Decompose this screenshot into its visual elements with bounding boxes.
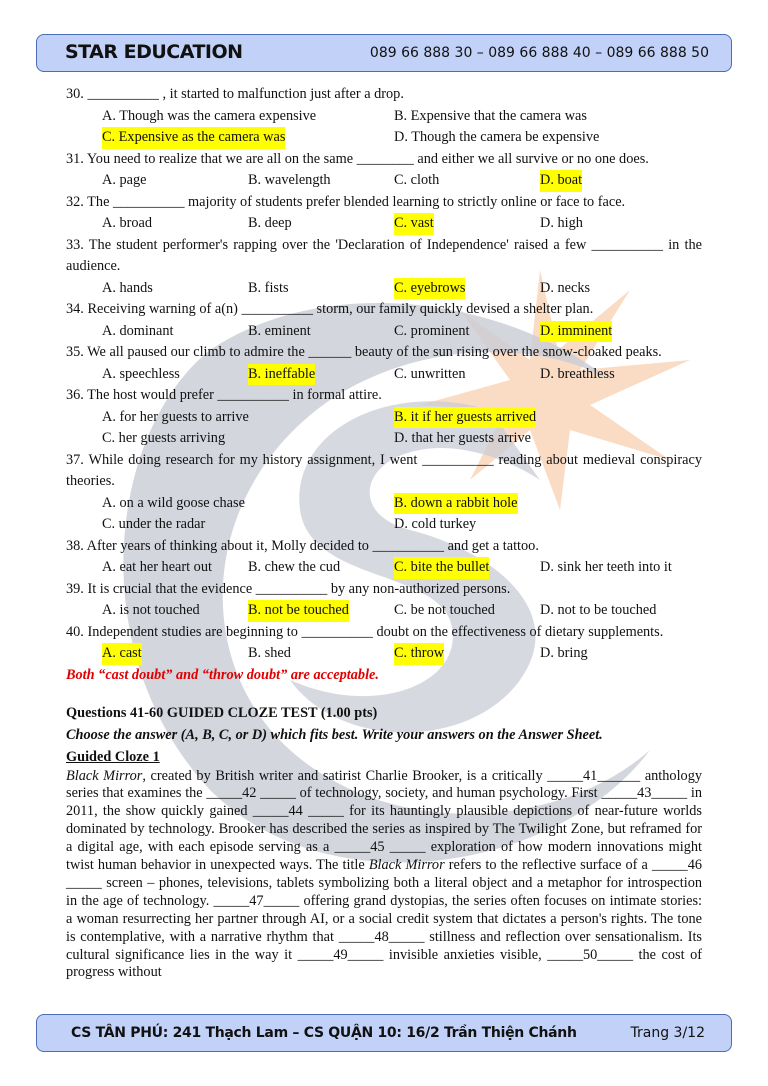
passage-text: , created by British writer and satirist Charlie Brooker, is a critically _____41______ anthology series that examines the _____42 _____ of technology, society, and human psychology. First _____43_____ in 2011, the show quickly gained _____44 _____ for its hauntingly plausible depictions of near-future worlds dominated by technology. Brooker has described the series as inspired by The Twilight Zone, but reframed for a digital age, with each episode serving as a _____45 _____ exploration of how modern innovations might twist human behavior in unexpected ways. The title bbox=[66, 767, 702, 874]
answer-option-highlighted: B. not be touched bbox=[248, 600, 349, 622]
page-number: Trang 3/12 bbox=[630, 1025, 705, 1041]
answer-option-highlighted: C. eyebrows bbox=[394, 278, 465, 300]
answer-option: D. Though the camera be expensive bbox=[394, 129, 600, 145]
answer-option: A. speechless bbox=[102, 365, 180, 382]
option-row bbox=[66, 321, 702, 343]
option-row bbox=[66, 557, 702, 579]
answer-option: C. be not touched bbox=[394, 602, 495, 618]
answer-option: C. unwritten bbox=[394, 365, 466, 382]
answer-option-highlighted: C. vast bbox=[394, 213, 434, 235]
answer-option: A. eat her heart out bbox=[102, 559, 212, 575]
answer-option: D. necks bbox=[540, 279, 591, 296]
document-content bbox=[66, 84, 702, 982]
option-row bbox=[66, 514, 702, 536]
answer-option: A. broad bbox=[102, 215, 153, 231]
answer-option: D. cold turkey bbox=[394, 516, 477, 532]
answer-option: B. chew the cud bbox=[248, 559, 341, 575]
answer-option: B. Expensive that the camera was bbox=[394, 107, 587, 124]
answer-option-highlighted: B. down a rabbit hole bbox=[394, 493, 518, 515]
option-row bbox=[66, 213, 702, 235]
answer-option: C. under the radar bbox=[102, 516, 206, 532]
question-stem: 40. Independent studies are beginning to __________ doubt on the effectiveness of dietary supplements. bbox=[66, 623, 664, 640]
option-row bbox=[66, 364, 702, 386]
option-row bbox=[66, 407, 702, 429]
answer-option: D. not to be touched bbox=[540, 602, 657, 618]
option-row bbox=[66, 106, 702, 128]
answer-option: A. Though was the camera expensive bbox=[102, 107, 317, 124]
answer-option: D. high bbox=[540, 215, 583, 231]
answer-option: B. fists bbox=[248, 279, 289, 296]
answer-option: D. sink her teeth into it bbox=[540, 559, 672, 575]
answer-option: B. shed bbox=[248, 645, 291, 661]
answer-option: A. hands bbox=[102, 279, 153, 296]
answer-option: C. cloth bbox=[394, 172, 440, 188]
answer-option-highlighted: C. Expensive as the camera was bbox=[102, 127, 285, 149]
answer-option: A. for her guests to arrive bbox=[102, 408, 249, 425]
answer-option: A. is not touched bbox=[102, 602, 200, 618]
question-stem: 33. The student performer's rapping over the 'Declaration of Independence' raised a few __________ in the audience. bbox=[66, 236, 702, 274]
answer-option-highlighted: C. throw bbox=[394, 643, 444, 665]
phone-numbers: 089 66 888 30 – 089 66 888 40 – 089 66 888 50 bbox=[369, 45, 709, 61]
answer-option: C. prominent bbox=[394, 322, 470, 339]
question-stem: 34. Receiving warning of a(n) __________ storm, our family quickly devised a shelter plan. bbox=[66, 301, 594, 317]
answer-note: Both “cast doubt” and “throw doubt” are acceptable. bbox=[66, 666, 379, 683]
question-stem: 30. __________ , it started to malfunction just after a drop. bbox=[66, 86, 404, 102]
answer-option: A. on a wild goose chase bbox=[102, 494, 245, 511]
answer-option: D. breathless bbox=[540, 365, 615, 382]
question-stem: 31. You need to realize that we are all on the same ________ and either we all survive or no one does. bbox=[66, 150, 649, 167]
option-row bbox=[66, 170, 702, 192]
question-stem: 36. The host would prefer __________ in formal attire. bbox=[66, 387, 382, 403]
answer-option: D. bring bbox=[540, 645, 588, 661]
option-row bbox=[66, 278, 702, 300]
answer-option-highlighted: B. ineffable bbox=[248, 364, 315, 386]
cloze-subtitle: Guided Cloze 1 bbox=[66, 748, 160, 765]
option-row bbox=[66, 127, 702, 149]
option-row bbox=[66, 600, 702, 622]
section-title: Questions 41-60 GUIDED CLOZE TEST (1.00 pts) bbox=[66, 704, 378, 721]
passage-text: refers to the reflective surface of a _____46 _____ screen – phones, televisions, tablets symbolizing both a literal object and a metaphor for introspection in the age of technology. _____47_____ offering grand dystopias, the series often focuses on intimate stories: a woman resurrecting her partner through AI, or a social credit system that dictates a person's rights. The tone is contemplative, with a narrative rhythm that _____48_____ stillness and reflection over sensationalism. Its cultural significance lies in the way it _____49_____ invisible anxieties visible, _____50_____ the cost of progress without bbox=[66, 857, 702, 981]
answer-option-highlighted: D. boat bbox=[540, 170, 582, 192]
answer-option: C. her guests arriving bbox=[102, 430, 226, 446]
answer-option-highlighted: A. cast bbox=[102, 643, 142, 665]
option-row bbox=[66, 643, 702, 665]
question-stem: 32. The __________ majority of students prefer blended learning to strictly online or face to face. bbox=[66, 193, 626, 210]
answer-option: B. eminent bbox=[248, 322, 311, 339]
section-instruction: Choose the answer (A, B, C, or D) which fits best. Write your answers on the Answer Sheet. bbox=[66, 726, 603, 743]
question-stem: 35. We all paused our climb to admire the ______ beauty of the sun rising over the snow-cloaked peaks. bbox=[66, 344, 662, 360]
brand-name: STAR EDUCATION bbox=[65, 41, 243, 63]
question-stem: 37. While doing research for my history assignment, I went __________ reading about medieval conspiracy theories. bbox=[66, 451, 702, 489]
answer-option: A. dominant bbox=[102, 322, 174, 339]
cloze-passage bbox=[66, 768, 702, 983]
answer-option: A. page bbox=[102, 172, 147, 188]
footer-banner bbox=[36, 1014, 732, 1052]
answer-option: B. wavelength bbox=[248, 172, 331, 188]
header-banner bbox=[36, 34, 732, 72]
answer-option-highlighted: C. bite the bullet bbox=[394, 557, 489, 579]
answer-option: B. deep bbox=[248, 215, 292, 231]
question-stem: 38. After years of thinking about it, Molly decided to __________ and get a tattoo. bbox=[66, 537, 539, 554]
passage-title: Black Mirror bbox=[66, 767, 143, 784]
answer-option: D. that her guests arrive bbox=[394, 430, 531, 446]
option-row bbox=[66, 493, 702, 515]
question-stem: 39. It is crucial that the evidence __________ by any non-authorized persons. bbox=[66, 580, 511, 597]
campus-addresses: CS TÂN PHÚ: 241 Thạch Lam – CS QUẬN 10: 16/2 Trần Thiện Chánh bbox=[71, 1025, 577, 1041]
answer-option-highlighted: B. it if her guests arrived bbox=[394, 407, 536, 429]
answer-option-highlighted: D. imminent bbox=[540, 321, 612, 343]
passage-title: Black Mirror bbox=[368, 857, 445, 874]
option-row bbox=[66, 428, 702, 450]
